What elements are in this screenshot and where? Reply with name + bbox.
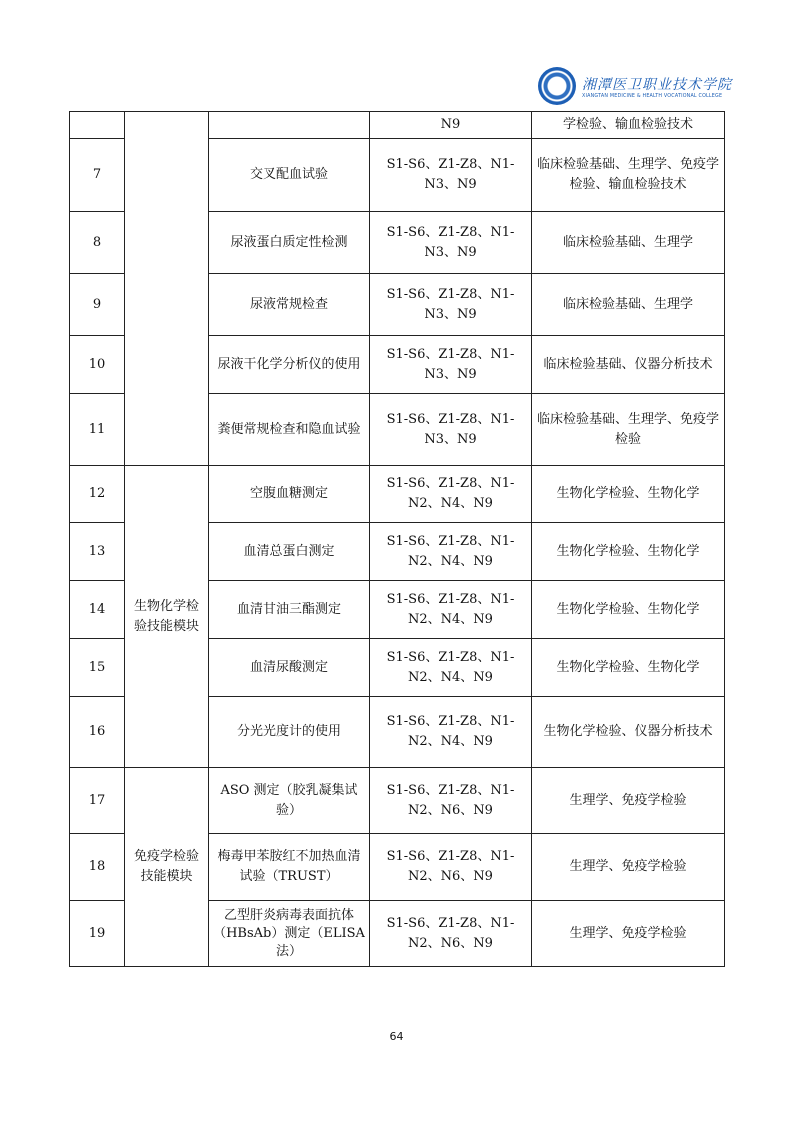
course-list: 临床检验基础、仪器分析技术 <box>532 336 725 394</box>
table-row <box>70 466 725 523</box>
row-number: 7 <box>70 139 125 212</box>
code-list: S1-S6、Z1-Z8、N1-N3、N9 <box>370 212 532 274</box>
course-list: 生物化学检验、生物化学 <box>532 523 725 581</box>
row-number: 10 <box>70 336 125 394</box>
code-list: S1-S6、Z1-Z8、N1-N2、N4、N9 <box>370 639 532 697</box>
college-seal-icon <box>538 67 576 105</box>
course-list: 生理学、免疫学检验 <box>532 768 725 834</box>
code-list: S1-S6、Z1-Z8、N1-N3、N9 <box>370 274 532 336</box>
row-number: 13 <box>70 523 125 581</box>
item-name <box>209 112 370 139</box>
row-number: 16 <box>70 697 125 768</box>
row-number: 15 <box>70 639 125 697</box>
row-number <box>70 112 125 139</box>
row-number: 18 <box>70 834 125 901</box>
course-list: 生理学、免疫学检验 <box>532 901 725 967</box>
module-name-biochem: 生物化学检验技能模块 <box>125 466 209 768</box>
logo-cn-text: 湘潭医卫职业技术学院 <box>582 76 732 93</box>
course-list: 生物化学检验、仪器分析技术 <box>532 697 725 768</box>
course-list: 生物化学检验、生物化学 <box>532 639 725 697</box>
row-number: 11 <box>70 394 125 466</box>
code-list: S1-S6、Z1-Z8、N1-N2、N6、N9 <box>370 768 532 834</box>
row-number: 9 <box>70 274 125 336</box>
course-list: 临床检验基础、生理学 <box>532 212 725 274</box>
course-list: 临床检验基础、生理学、免疫学检验、输血检验技术 <box>532 139 725 212</box>
code-list: S1-S6、Z1-Z8、N1-N2、N4、N9 <box>370 581 532 639</box>
course-list: 生理学、免疫学检验 <box>532 834 725 901</box>
code-list: N9 <box>370 112 532 139</box>
course-list: 学检验、输血检验技术 <box>532 112 725 139</box>
code-list: S1-S6、Z1-Z8、N1-N2、N4、N9 <box>370 523 532 581</box>
code-list: S1-S6、Z1-Z8、N1-N3、N9 <box>370 394 532 466</box>
course-list: 临床检验基础、生理学 <box>532 274 725 336</box>
item-name: 交叉配血试验 <box>209 139 370 212</box>
code-list: S1-S6、Z1-Z8、N1-N2、N4、N9 <box>370 466 532 523</box>
table-row <box>70 768 725 834</box>
item-name: 血清甘油三酯测定 <box>209 581 370 639</box>
college-logo <box>538 66 732 106</box>
course-list: 生物化学检验、生物化学 <box>532 466 725 523</box>
item-name: 乙型肝炎病毒表面抗体（HBsAb）测定（ELISA 法） <box>209 901 370 967</box>
item-name: 血清尿酸测定 <box>209 639 370 697</box>
skills-table <box>69 111 725 967</box>
item-name: 血清总蛋白测定 <box>209 523 370 581</box>
item-name: 梅毒甲苯胺红不加热血清试验（TRUST） <box>209 834 370 901</box>
row-number: 17 <box>70 768 125 834</box>
item-name: 分光光度计的使用 <box>209 697 370 768</box>
item-name: 尿液干化学分析仪的使用 <box>209 336 370 394</box>
code-list: S1-S6、Z1-Z8、N1-N2、N6、N9 <box>370 901 532 967</box>
page-number: 64 <box>389 1030 404 1043</box>
item-name: 粪便常规检查和隐血试验 <box>209 394 370 466</box>
code-list: S1-S6、Z1-Z8、N1-N2、N4、N9 <box>370 697 532 768</box>
code-list: S1-S6、Z1-Z8、N1-N3、N9 <box>370 336 532 394</box>
module-cell-continued <box>125 112 209 466</box>
course-list: 临床检验基础、生理学、免疫学检验 <box>532 394 725 466</box>
item-name: ASO 测定（胶乳凝集试验） <box>209 768 370 834</box>
course-list: 生物化学检验、生物化学 <box>532 581 725 639</box>
row-number: 19 <box>70 901 125 967</box>
code-list: S1-S6、Z1-Z8、N1-N2、N6、N9 <box>370 834 532 901</box>
row-number: 8 <box>70 212 125 274</box>
table-row <box>70 112 725 139</box>
item-name: 尿液常规检查 <box>209 274 370 336</box>
item-name: 空腹血糖测定 <box>209 466 370 523</box>
module-name-immuno: 免疫学检验技能模块 <box>125 768 209 967</box>
row-number: 14 <box>70 581 125 639</box>
item-name: 尿液蛋白质定性检测 <box>209 212 370 274</box>
code-list: S1-S6、Z1-Z8、N1-N3、N9 <box>370 139 532 212</box>
logo-en-text: XIANGTAN MEDICINE & HEALTH VOCATIONAL COLLEGE <box>582 93 723 99</box>
row-number: 12 <box>70 466 125 523</box>
